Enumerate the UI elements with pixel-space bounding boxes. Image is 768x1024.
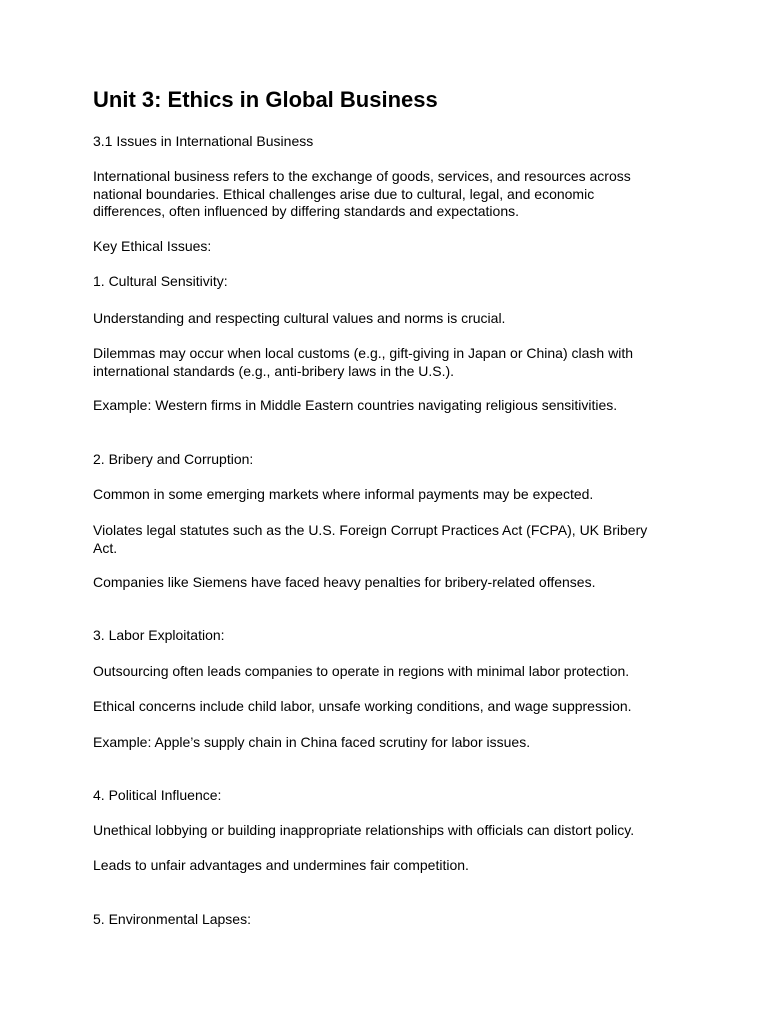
- issue-4-paragraph-2: Leads to unfair advantages and undermines fair competition.: [93, 857, 469, 873]
- issue-1-paragraph-3: Example: Western firms in Middle Eastern countries navigating religious sensitivities.: [93, 397, 618, 413]
- issue-4-paragraph-1: Unethical lobbying or building inappropriate relationships with officials can distort policy.: [93, 822, 635, 838]
- issue-1-paragraph-1: Understanding and respecting cultural values and norms is crucial.: [93, 310, 506, 326]
- key-issues-label: Key Ethical Issues:: [93, 238, 212, 254]
- intro-paragraph: International business refers to the exchange of goods, services, and resources across national boundaries. Ethical challenges arise due to cultural, legal, and economic differences, often influenced by differing standards and expectations.: [93, 168, 631, 219]
- issue-2-heading: 2. Bribery and Corruption:: [93, 451, 254, 467]
- section-heading: 3.1 Issues in International Business: [93, 133, 314, 149]
- issue-3-heading: 3. Labor Exploitation:: [93, 627, 225, 643]
- issue-2-paragraph-2: Violates legal statutes such as the U.S. Foreign Corrupt Practices Act (FCPA), UK Bribery Act.: [93, 522, 648, 556]
- issue-1-paragraph-2: Dilemmas may occur when local customs (e.g., gift-giving in Japan or China) clash with international standards (e.g., anti-bribery laws in the U.S.).: [93, 345, 633, 379]
- issue-1-heading: 1. Cultural Sensitivity:: [93, 273, 228, 289]
- issue-3-paragraph-3: Example: Apple’s supply chain in China faced scrutiny for labor issues.: [93, 734, 531, 750]
- issue-2-paragraph-3: Companies like Siemens have faced heavy penalties for bribery-related offenses.: [93, 574, 596, 590]
- issue-3-paragraph-1: Outsourcing often leads companies to operate in regions with minimal labor protection.: [93, 663, 630, 679]
- issue-5-heading: 5. Environmental Lapses:: [93, 911, 251, 927]
- issue-3-paragraph-2: Ethical concerns include child labor, unsafe working conditions, and wage suppression.: [93, 698, 632, 714]
- document-title: Unit 3: Ethics in Global Business: [93, 87, 438, 112]
- issue-2-paragraph-1: Common in some emerging markets where informal payments may be expected.: [93, 486, 594, 502]
- issue-4-heading: 4. Political Influence:: [93, 787, 222, 803]
